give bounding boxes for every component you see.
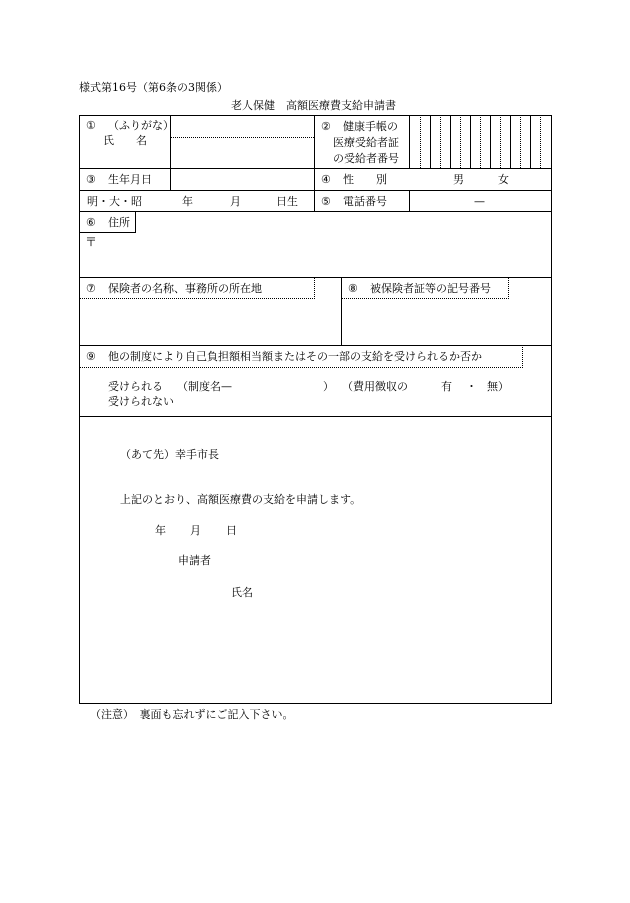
form-title: 老人保健 高額医療費支給申請書 <box>231 99 396 112</box>
receiver-label-line3: の受給者番号 <box>333 152 399 165</box>
application-month-label: 月 <box>190 524 201 537</box>
receiver-label-line2: 医療受給者証 <box>333 136 399 149</box>
birth-month-label: 月 <box>230 195 241 208</box>
postal-mark: 〒 <box>85 235 98 249</box>
not-receivable-option[interactable]: 受けられない <box>108 395 174 408</box>
birthdate-label: 生年月日 <box>108 173 152 186</box>
birth-year-label: 年 <box>182 195 193 208</box>
section7-number: ⑦ <box>86 282 96 295</box>
section5-number: ⑤ <box>321 195 331 208</box>
furigana-label: （ふりがな） <box>108 119 174 132</box>
application-statement: 上記のとおり、高額医療費の支給を申請します。 <box>120 493 362 506</box>
section8-number: ⑧ <box>348 282 358 295</box>
option-separator: ・ <box>466 380 477 393</box>
addressee: （あて先）幸手市長 <box>120 448 219 461</box>
system-name-close: ） <box>323 380 334 393</box>
section3-number: ③ <box>86 173 96 186</box>
gender-label: 性 別 <box>343 173 387 186</box>
system-name-label: （制度名— <box>177 380 232 393</box>
section9-number: ⑨ <box>86 350 96 363</box>
receiver-label-line1: 健康手帳の <box>343 120 398 133</box>
address-field[interactable] <box>100 234 550 276</box>
receivable-option[interactable]: 受けられる <box>108 380 163 393</box>
address-label: 住所 <box>108 216 130 229</box>
applicant-name-field[interactable] <box>258 582 518 602</box>
insurance-card-label: 被保険者証等の記号番号 <box>370 282 491 295</box>
phone-field[interactable] <box>410 191 551 211</box>
insurer-field[interactable] <box>80 300 340 344</box>
name-label: 氏 名 <box>103 134 147 147</box>
birth-day-label: 日生 <box>276 195 298 208</box>
section2-number: ② <box>321 120 331 133</box>
cost-collection-no[interactable]: 無） <box>487 380 509 393</box>
cost-collection-yes[interactable]: 有 <box>441 380 452 393</box>
application-date-field[interactable] <box>130 520 240 540</box>
footer-note: （注意） 裏面も忘れずにご記入下さい。 <box>90 708 294 721</box>
furigana-field[interactable] <box>171 116 314 137</box>
era-options: 明・大・昭 <box>87 195 142 208</box>
form-number: 様式第16号（第6条の3関係） <box>79 81 228 94</box>
other-system-label: 他の制度により自己負担額相当額またはその一部の支給を受けられるか否か <box>108 350 482 363</box>
birthdate-field[interactable] <box>150 191 314 211</box>
application-year-label: 年 <box>155 524 166 537</box>
insurance-card-field[interactable] <box>342 300 550 344</box>
name-field[interactable] <box>171 138 314 168</box>
gender-female[interactable]: 女 <box>498 173 509 186</box>
system-name-field[interactable] <box>236 378 321 394</box>
gender-male[interactable]: 男 <box>453 173 464 186</box>
section1-number: ① <box>86 119 96 132</box>
receiver-number-field[interactable] <box>410 116 551 168</box>
applicant-name-label: 氏名 <box>231 586 253 599</box>
cost-collection-label: （費用徴収の <box>342 380 408 393</box>
phone-separator: — <box>474 195 485 208</box>
section4-number: ④ <box>321 173 331 186</box>
section6-number: ⑥ <box>86 216 96 229</box>
applicant-label: 申請者 <box>178 554 211 567</box>
application-day-label: 日 <box>226 524 237 537</box>
phone-label: 電話番号 <box>343 195 387 208</box>
insurer-label: 保険者の名称、事務所の所在地 <box>108 282 262 295</box>
